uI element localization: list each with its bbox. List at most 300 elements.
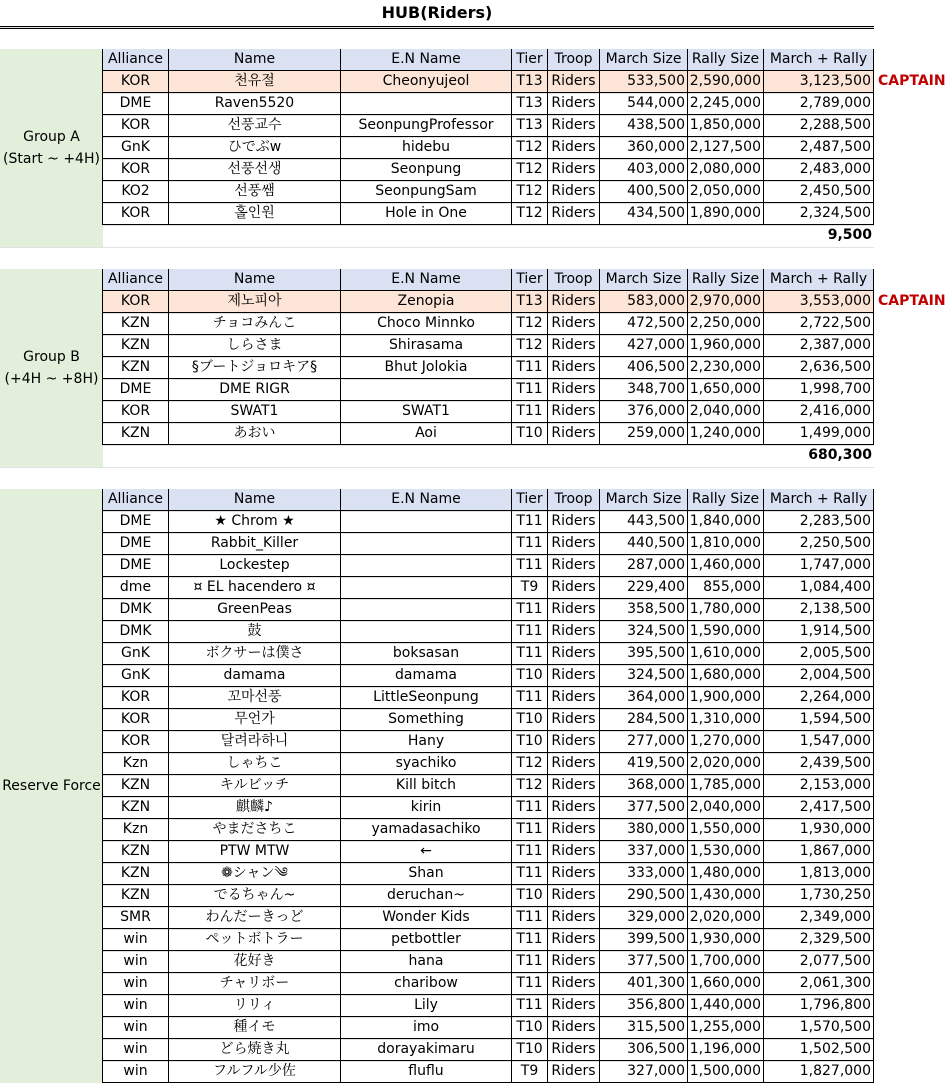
cell-alliance: KOR	[103, 731, 169, 753]
cell-en-name: Lily	[341, 995, 512, 1017]
cell-alliance: KZN	[103, 797, 169, 819]
cell-rally-size: 1,700,000	[688, 951, 764, 973]
cell-troop: Riders	[548, 313, 600, 335]
cell-rally-size: 2,020,000	[688, 753, 764, 775]
cell-march-plus-rally: 1,930,000	[764, 819, 874, 841]
cell-alliance: win	[103, 1061, 169, 1083]
cell-tier: T13	[512, 291, 548, 313]
cell-en-name: deruchan~	[341, 885, 512, 907]
sheet-title: HUB(Riders)	[0, 0, 874, 29]
cell-march-size: 544,000	[600, 93, 688, 115]
cell-tier: T10	[512, 885, 548, 907]
cell-rally-size: 1,440,000	[688, 995, 764, 1017]
cell-rally-size: 1,610,000	[688, 643, 764, 665]
gridline	[0, 27, 874, 28]
cell-troop: Riders	[548, 885, 600, 907]
column-header-alliance: Alliance	[103, 489, 169, 511]
cell-march-plus-rally: 3,123,500	[764, 71, 874, 93]
cell-march-plus-rally: 1,796,800	[764, 995, 874, 1017]
column-header-march-plus-rally: March + Rally	[764, 269, 874, 291]
cell-en-name: dorayakimaru	[341, 1039, 512, 1061]
cell-rally-size: 1,550,000	[688, 819, 764, 841]
column-header-march-size: March Size	[600, 49, 688, 71]
cell-en-name	[341, 621, 512, 643]
cell-rally-size: 1,890,000	[688, 203, 764, 225]
cell-alliance: GnK	[103, 665, 169, 687]
table-left-border	[102, 489, 103, 1083]
cell-troop: Riders	[548, 907, 600, 929]
cell-name: 꼬마선풍	[169, 687, 341, 709]
cell-alliance: KZN	[103, 863, 169, 885]
cell-en-name: damama	[341, 665, 512, 687]
column-header-march-size: March Size	[600, 489, 688, 511]
column-header-tier: Tier	[512, 49, 548, 71]
column-header-en-name: E.N Name	[341, 489, 512, 511]
gridline	[0, 467, 874, 468]
cell-rally-size: 1,840,000	[688, 511, 764, 533]
cell-name: あおい	[169, 423, 341, 445]
cell-en-name: yamadasachiko	[341, 819, 512, 841]
cell-march-plus-rally: 2,324,500	[764, 203, 874, 225]
cell-march-size: 364,000	[600, 687, 688, 709]
cell-march-plus-rally: 2,636,500	[764, 357, 874, 379]
cell-tier: T10	[512, 1017, 548, 1039]
cell-rally-size: 2,230,000	[688, 357, 764, 379]
group-total: 9,500	[827, 227, 872, 243]
cell-alliance: DME	[103, 533, 169, 555]
cell-rally-size: 1,430,000	[688, 885, 764, 907]
column-header-tier: Tier	[512, 489, 548, 511]
cell-march-size: 533,500	[600, 71, 688, 93]
cell-tier: T11	[512, 951, 548, 973]
cell-troop: Riders	[548, 137, 600, 159]
cell-name: 선풍선생	[169, 159, 341, 181]
cell-name: ¤ EL hacendero ¤	[169, 577, 341, 599]
cell-march-size: 327,000	[600, 1061, 688, 1083]
cell-tier: T11	[512, 511, 548, 533]
cell-troop: Riders	[548, 181, 600, 203]
cell-alliance: KZN	[103, 885, 169, 907]
column-header-en-name: E.N Name	[341, 269, 512, 291]
cell-tier: T11	[512, 841, 548, 863]
cell-en-name: LittleSeonpung	[341, 687, 512, 709]
cell-name: 鼓	[169, 621, 341, 643]
cell-name: キルビッチ	[169, 775, 341, 797]
cell-en-name: Wonder Kids	[341, 907, 512, 929]
cell-tier: T11	[512, 797, 548, 819]
cell-rally-size: 2,970,000	[688, 291, 764, 313]
cell-alliance: win	[103, 995, 169, 1017]
cell-rally-size: 1,500,000	[688, 1061, 764, 1083]
cell-march-plus-rally: 2,283,500	[764, 511, 874, 533]
cell-troop: Riders	[548, 995, 600, 1017]
cell-march-plus-rally: 1,547,000	[764, 731, 874, 753]
cell-troop: Riders	[548, 665, 600, 687]
cell-tier: T13	[512, 115, 548, 137]
cell-tier: T9	[512, 1061, 548, 1083]
cell-tier: T11	[512, 599, 548, 621]
cell-en-name: SeonpungProfessor	[341, 115, 512, 137]
cell-en-name: syachiko	[341, 753, 512, 775]
cell-march-plus-rally: 2,250,500	[764, 533, 874, 555]
cell-name: しゃちこ	[169, 753, 341, 775]
cell-en-name	[341, 379, 512, 401]
cell-rally-size: 2,080,000	[688, 159, 764, 181]
cell-alliance: SMR	[103, 907, 169, 929]
cell-name: やまださちこ	[169, 819, 341, 841]
cell-troop: Riders	[548, 533, 600, 555]
cell-tier: T11	[512, 379, 548, 401]
cell-name: でるちゃん~	[169, 885, 341, 907]
cell-march-size: 440,500	[600, 533, 688, 555]
column-header-troop: Troop	[548, 269, 600, 291]
cell-rally-size: 1,680,000	[688, 665, 764, 687]
column-header-march-plus-rally: March + Rally	[764, 49, 874, 71]
cell-march-plus-rally: 1,813,000	[764, 863, 874, 885]
cell-alliance: KZN	[103, 423, 169, 445]
cell-march-plus-rally: 1,084,400	[764, 577, 874, 599]
cell-troop: Riders	[548, 1061, 600, 1083]
cell-march-plus-rally: 2,483,000	[764, 159, 874, 181]
cell-tier: T11	[512, 973, 548, 995]
cell-en-name: hidebu	[341, 137, 512, 159]
cell-name: ペットボトラー	[169, 929, 341, 951]
cell-troop: Riders	[548, 291, 600, 313]
cell-en-name: fluflu	[341, 1061, 512, 1083]
cell-rally-size: 1,255,000	[688, 1017, 764, 1039]
cell-name: 달려라하니	[169, 731, 341, 753]
cell-tier: T11	[512, 621, 548, 643]
column-header-rally-size: Rally Size	[688, 269, 764, 291]
cell-march-plus-rally: 2,416,000	[764, 401, 874, 423]
cell-en-name	[341, 555, 512, 577]
cell-march-plus-rally: 1,570,500	[764, 1017, 874, 1039]
cell-march-plus-rally: 1,827,000	[764, 1061, 874, 1083]
cell-en-name: Zenopia	[341, 291, 512, 313]
cell-march-plus-rally: 2,417,500	[764, 797, 874, 819]
cell-march-size: 290,500	[600, 885, 688, 907]
cell-en-name: Something	[341, 709, 512, 731]
group-label-2	[0, 269, 103, 467]
cell-alliance: DME	[103, 555, 169, 577]
cell-march-plus-rally: 2,722,500	[764, 313, 874, 335]
cell-alliance: DME	[103, 511, 169, 533]
cell-march-size: 395,500	[600, 643, 688, 665]
cell-troop: Riders	[548, 577, 600, 599]
cell-rally-size: 2,590,000	[688, 71, 764, 93]
cell-march-size: 277,000	[600, 731, 688, 753]
cell-troop: Riders	[548, 973, 600, 995]
cell-march-plus-rally: 1,730,250	[764, 885, 874, 907]
cell-alliance: KOR	[103, 203, 169, 225]
cell-alliance: win	[103, 929, 169, 951]
cell-troop: Riders	[548, 115, 600, 137]
cell-troop: Riders	[548, 731, 600, 753]
cell-name: チョコみんこ	[169, 313, 341, 335]
cell-alliance: Kzn	[103, 819, 169, 841]
cell-march-size: 406,500	[600, 357, 688, 379]
cell-march-size: 324,500	[600, 665, 688, 687]
cell-march-plus-rally: 1,502,500	[764, 1039, 874, 1061]
cell-march-plus-rally: 2,387,000	[764, 335, 874, 357]
cell-rally-size: 2,250,000	[688, 313, 764, 335]
cell-rally-size: 1,460,000	[688, 555, 764, 577]
cell-rally-size: 2,127,500	[688, 137, 764, 159]
cell-tier: T11	[512, 687, 548, 709]
group-label-line: (+4H ~ +8H)	[4, 371, 99, 387]
cell-en-name: Shan	[341, 863, 512, 885]
cell-alliance: win	[103, 973, 169, 995]
cell-en-name: imo	[341, 1017, 512, 1039]
cell-troop: Riders	[548, 929, 600, 951]
cell-alliance: KOR	[103, 159, 169, 181]
cell-name: 무언가	[169, 709, 341, 731]
cell-troop: Riders	[548, 379, 600, 401]
cell-name: SWAT1	[169, 401, 341, 423]
cell-rally-size: 1,530,000	[688, 841, 764, 863]
gridline	[0, 445, 874, 446]
cell-name: 홀인원	[169, 203, 341, 225]
cell-rally-size: 1,930,000	[688, 929, 764, 951]
cell-name: Lockestep	[169, 555, 341, 577]
gridline	[0, 225, 874, 226]
cell-march-plus-rally: 3,553,000	[764, 291, 874, 313]
cell-march-size: 356,800	[600, 995, 688, 1017]
cell-alliance: GnK	[103, 643, 169, 665]
cell-rally-size: 855,000	[688, 577, 764, 599]
cell-alliance: win	[103, 1039, 169, 1061]
cell-en-name	[341, 93, 512, 115]
cell-en-name: petbottler	[341, 929, 512, 951]
cell-troop: Riders	[548, 357, 600, 379]
cell-rally-size: 2,020,000	[688, 907, 764, 929]
column-header-name: Name	[169, 269, 341, 291]
cell-name: GreenPeas	[169, 599, 341, 621]
cell-tier: T10	[512, 731, 548, 753]
cell-name: わんだーきっど	[169, 907, 341, 929]
cell-tier: T10	[512, 709, 548, 731]
cell-troop: Riders	[548, 93, 600, 115]
cell-march-size: 380,000	[600, 819, 688, 841]
column-header-en-name: E.N Name	[341, 49, 512, 71]
cell-tier: T11	[512, 819, 548, 841]
cell-tier: T12	[512, 313, 548, 335]
cell-troop: Riders	[548, 863, 600, 885]
cell-name: 花好き	[169, 951, 341, 973]
cell-tier: T10	[512, 1039, 548, 1061]
cell-en-name: Bhut Jolokia	[341, 357, 512, 379]
cell-alliance: DMK	[103, 621, 169, 643]
cell-alliance: DMK	[103, 599, 169, 621]
group-label-line: Group A	[23, 129, 80, 145]
cell-rally-size: 2,040,000	[688, 797, 764, 819]
cell-march-plus-rally: 2,138,500	[764, 599, 874, 621]
cell-alliance: KZN	[103, 841, 169, 863]
cell-march-size: 377,500	[600, 797, 688, 819]
group-label-text	[3, 126, 100, 170]
cell-name: Rabbit_Killer	[169, 533, 341, 555]
cell-en-name: Kill bitch	[341, 775, 512, 797]
cell-rally-size: 1,785,000	[688, 775, 764, 797]
cell-troop: Riders	[548, 951, 600, 973]
cell-march-plus-rally: 1,747,000	[764, 555, 874, 577]
cell-troop: Riders	[548, 1017, 600, 1039]
cell-troop: Riders	[548, 159, 600, 181]
cell-march-plus-rally: 2,789,000	[764, 93, 874, 115]
cell-march-plus-rally: 2,329,500	[764, 929, 874, 951]
cell-rally-size: 2,245,000	[688, 93, 764, 115]
cell-march-plus-rally: 1,914,500	[764, 621, 874, 643]
cell-tier: T11	[512, 863, 548, 885]
cell-tier: T12	[512, 137, 548, 159]
cell-rally-size: 1,660,000	[688, 973, 764, 995]
column-header-name: Name	[169, 49, 341, 71]
cell-name: ひでぶw	[169, 137, 341, 159]
cell-en-name	[341, 599, 512, 621]
cell-march-size: 306,500	[600, 1039, 688, 1061]
cell-troop: Riders	[548, 621, 600, 643]
cell-tier: T11	[512, 995, 548, 1017]
cell-en-name: Aoi	[341, 423, 512, 445]
cell-rally-size: 2,050,000	[688, 181, 764, 203]
cell-en-name: charibow	[341, 973, 512, 995]
cell-name: ❁シャン༄	[169, 863, 341, 885]
cell-alliance: DME	[103, 93, 169, 115]
cell-march-size: 443,500	[600, 511, 688, 533]
cell-alliance: win	[103, 951, 169, 973]
cell-march-size: 401,300	[600, 973, 688, 995]
cell-tier: T12	[512, 203, 548, 225]
cell-rally-size: 1,780,000	[688, 599, 764, 621]
cell-en-name: Seonpung	[341, 159, 512, 181]
group-label-line: Group B	[23, 349, 80, 365]
cell-march-plus-rally: 2,077,500	[764, 951, 874, 973]
cell-tier: T10	[512, 423, 548, 445]
cell-en-name: Hany	[341, 731, 512, 753]
cell-tier: T13	[512, 93, 548, 115]
cell-troop: Riders	[548, 203, 600, 225]
cell-name: 제노피아	[169, 291, 341, 313]
cell-march-size: 403,000	[600, 159, 688, 181]
cell-march-plus-rally: 2,004,500	[764, 665, 874, 687]
cell-name: リリィ	[169, 995, 341, 1017]
cell-en-name: Choco Minnko	[341, 313, 512, 335]
cell-march-plus-rally: 2,487,500	[764, 137, 874, 159]
cell-en-name: boksasan	[341, 643, 512, 665]
group-label-line: (Start ~ +4H)	[3, 151, 100, 167]
cell-march-plus-rally: 2,264,000	[764, 687, 874, 709]
column-header-troop: Troop	[548, 49, 600, 71]
column-header-rally-size: Rally Size	[688, 489, 764, 511]
cell-en-name	[341, 511, 512, 533]
cell-march-plus-rally: 2,450,500	[764, 181, 874, 203]
cell-march-plus-rally: 2,005,500	[764, 643, 874, 665]
cell-troop: Riders	[548, 687, 600, 709]
cell-name: 麒麟♪	[169, 797, 341, 819]
cell-name: 선풍교수	[169, 115, 341, 137]
cell-march-size: 377,500	[600, 951, 688, 973]
cell-rally-size: 1,650,000	[688, 379, 764, 401]
cell-rally-size: 1,850,000	[688, 115, 764, 137]
cell-rally-size: 1,810,000	[688, 533, 764, 555]
cell-march-plus-rally: 2,349,000	[764, 907, 874, 929]
cell-troop: Riders	[548, 335, 600, 357]
group-label-1	[0, 49, 103, 247]
cell-march-size: 333,000	[600, 863, 688, 885]
cell-name: §ブートジョロキア§	[169, 357, 341, 379]
cell-march-size: 438,500	[600, 115, 688, 137]
cell-name: PTW MTW	[169, 841, 341, 863]
cell-march-plus-rally: 1,594,500	[764, 709, 874, 731]
cell-march-size: 360,000	[600, 137, 688, 159]
cell-alliance: KZN	[103, 357, 169, 379]
cell-tier: T12	[512, 181, 548, 203]
captain-badge: CAPTAIN	[878, 293, 946, 309]
cell-tier: T11	[512, 929, 548, 951]
cell-march-size: 368,000	[600, 775, 688, 797]
cell-tier: T11	[512, 357, 548, 379]
cell-name: どら焼き丸	[169, 1039, 341, 1061]
cell-march-size: 287,000	[600, 555, 688, 577]
cell-march-plus-rally: 2,061,300	[764, 973, 874, 995]
cell-rally-size: 2,040,000	[688, 401, 764, 423]
column-header-march-plus-rally: March + Rally	[764, 489, 874, 511]
cell-rally-size: 1,590,000	[688, 621, 764, 643]
column-header-troop: Troop	[548, 489, 600, 511]
cell-tier: T9	[512, 577, 548, 599]
cell-rally-size: 1,196,000	[688, 1039, 764, 1061]
cell-tier: T12	[512, 335, 548, 357]
cell-troop: Riders	[548, 599, 600, 621]
column-header-rally-size: Rally Size	[688, 49, 764, 71]
cell-name: チャリボー	[169, 973, 341, 995]
cell-march-plus-rally: 1,867,000	[764, 841, 874, 863]
group-total: 680,300	[808, 447, 872, 463]
captain-badge: CAPTAIN	[878, 73, 946, 89]
cell-march-size: 315,500	[600, 1017, 688, 1039]
cell-march-size: 358,500	[600, 599, 688, 621]
cell-march-plus-rally: 2,439,500	[764, 753, 874, 775]
cell-en-name	[341, 577, 512, 599]
cell-alliance: KOR	[103, 115, 169, 137]
cell-name: ★ Chrom ★	[169, 511, 341, 533]
cell-troop: Riders	[548, 401, 600, 423]
cell-name: ボクサーは僕さ	[169, 643, 341, 665]
group-label-line: Reserve Force	[2, 778, 101, 794]
cell-name: しらさま	[169, 335, 341, 357]
cell-march-plus-rally: 1,998,700	[764, 379, 874, 401]
cell-en-name: Hole in One	[341, 203, 512, 225]
cell-en-name: SWAT1	[341, 401, 512, 423]
cell-troop: Riders	[548, 841, 600, 863]
column-header-alliance: Alliance	[103, 49, 169, 71]
cell-rally-size: 1,900,000	[688, 687, 764, 709]
cell-tier: T11	[512, 555, 548, 577]
cell-rally-size: 1,310,000	[688, 709, 764, 731]
cell-troop: Riders	[548, 775, 600, 797]
cell-alliance: GnK	[103, 137, 169, 159]
cell-march-size: 399,500	[600, 929, 688, 951]
cell-en-name: ←	[341, 841, 512, 863]
column-header-name: Name	[169, 489, 341, 511]
cell-rally-size: 1,480,000	[688, 863, 764, 885]
cell-march-plus-rally: 2,288,500	[764, 115, 874, 137]
cell-troop: Riders	[548, 709, 600, 731]
cell-name: DME RIGR	[169, 379, 341, 401]
cell-alliance: KZN	[103, 775, 169, 797]
cell-name: 種イモ	[169, 1017, 341, 1039]
gridline	[0, 247, 874, 248]
